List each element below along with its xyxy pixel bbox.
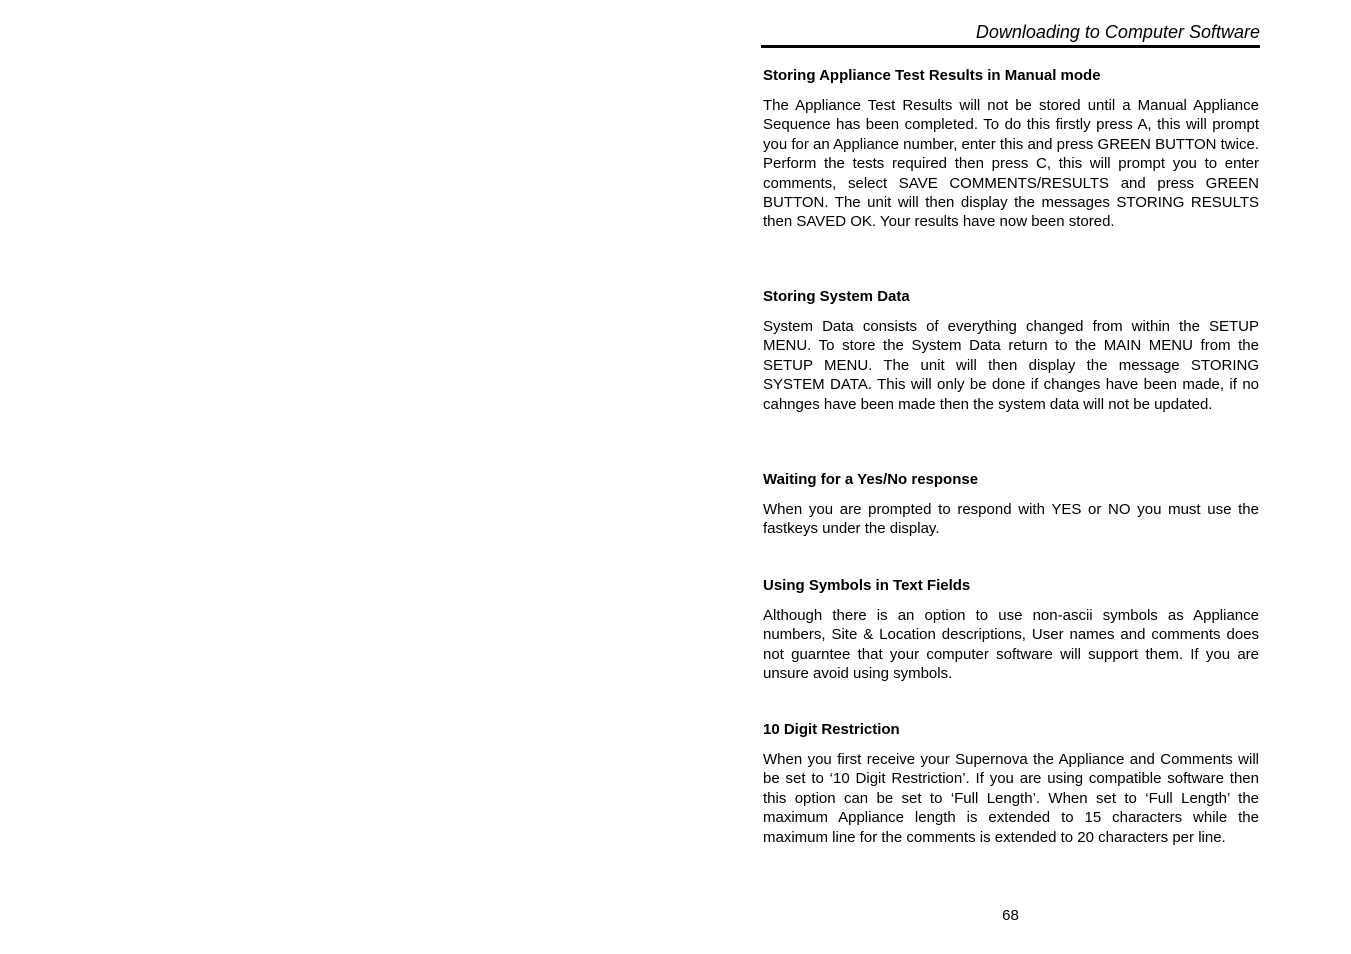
section-heading: 10 Digit Restriction (763, 721, 900, 738)
section-10-digit-restriction (763, 721, 1259, 847)
header-divider (761, 45, 1260, 48)
section-heading: Waiting for a Yes/No response (763, 471, 979, 488)
section-body: The Appliance Test Results will not be stored until a Manual Appliance Sequence has been completed. To do this firstly press A, this will prompt you for an Appliance number, enter this and press GREEN BUTTON twice. Perform the tests required then press C, this will prompt you to enter comments, select SAVE COMMENTS/RESULTS and press GREEN BUTTON. The unit will then display the messages STORING RESULTS then SAVED OK. Your results have now been stored. (763, 97, 1259, 231)
section-body: System Data consists of everything changed from within the SETUP MENU. To store the System Data return to the MAIN MENU from the SETUP MENU. The unit will then display the message STORING SYSTEM DATA. This will only be done if changes have been made, if no cahnges have been made then the system data will not be updated. (763, 318, 1259, 413)
section-heading: Using Symbols in Text Fields (763, 577, 971, 594)
section-body: When you first receive your Supernova the Appliance and Comments will be set to ‘10 Digit Restriction’. If you are using compatible software then this option can be set to ‘Full Length’. When set to ‘Full Length’ the maximum Appliance length is extended to 15 characters while the maximum line for the comments is extended to 20 characters per line. (763, 751, 1259, 846)
section-storing-system-data (763, 288, 1259, 414)
section-heading: Storing Appliance Test Results in Manual mode (763, 67, 1101, 84)
document-page (761, 0, 1260, 954)
running-header-title: Downloading to Computer Software (975, 22, 1260, 42)
section-symbols-text-fields (763, 577, 1259, 684)
section-heading: Storing System Data (763, 288, 910, 305)
section-body: When you are prompted to respond with YES or NO you must use the fastkeys under the display. (763, 501, 1259, 538)
section-storing-appliance-results (763, 67, 1259, 232)
section-body: Although there is an option to use non-ascii symbols as Appliance numbers, Site & Location descriptions, User names and comments does not guarntee that your computer software will support them. If you are unsure avoid using symbols. (763, 607, 1259, 683)
section-yes-no-response (763, 471, 1259, 539)
page-number: 68 (1002, 907, 1019, 924)
